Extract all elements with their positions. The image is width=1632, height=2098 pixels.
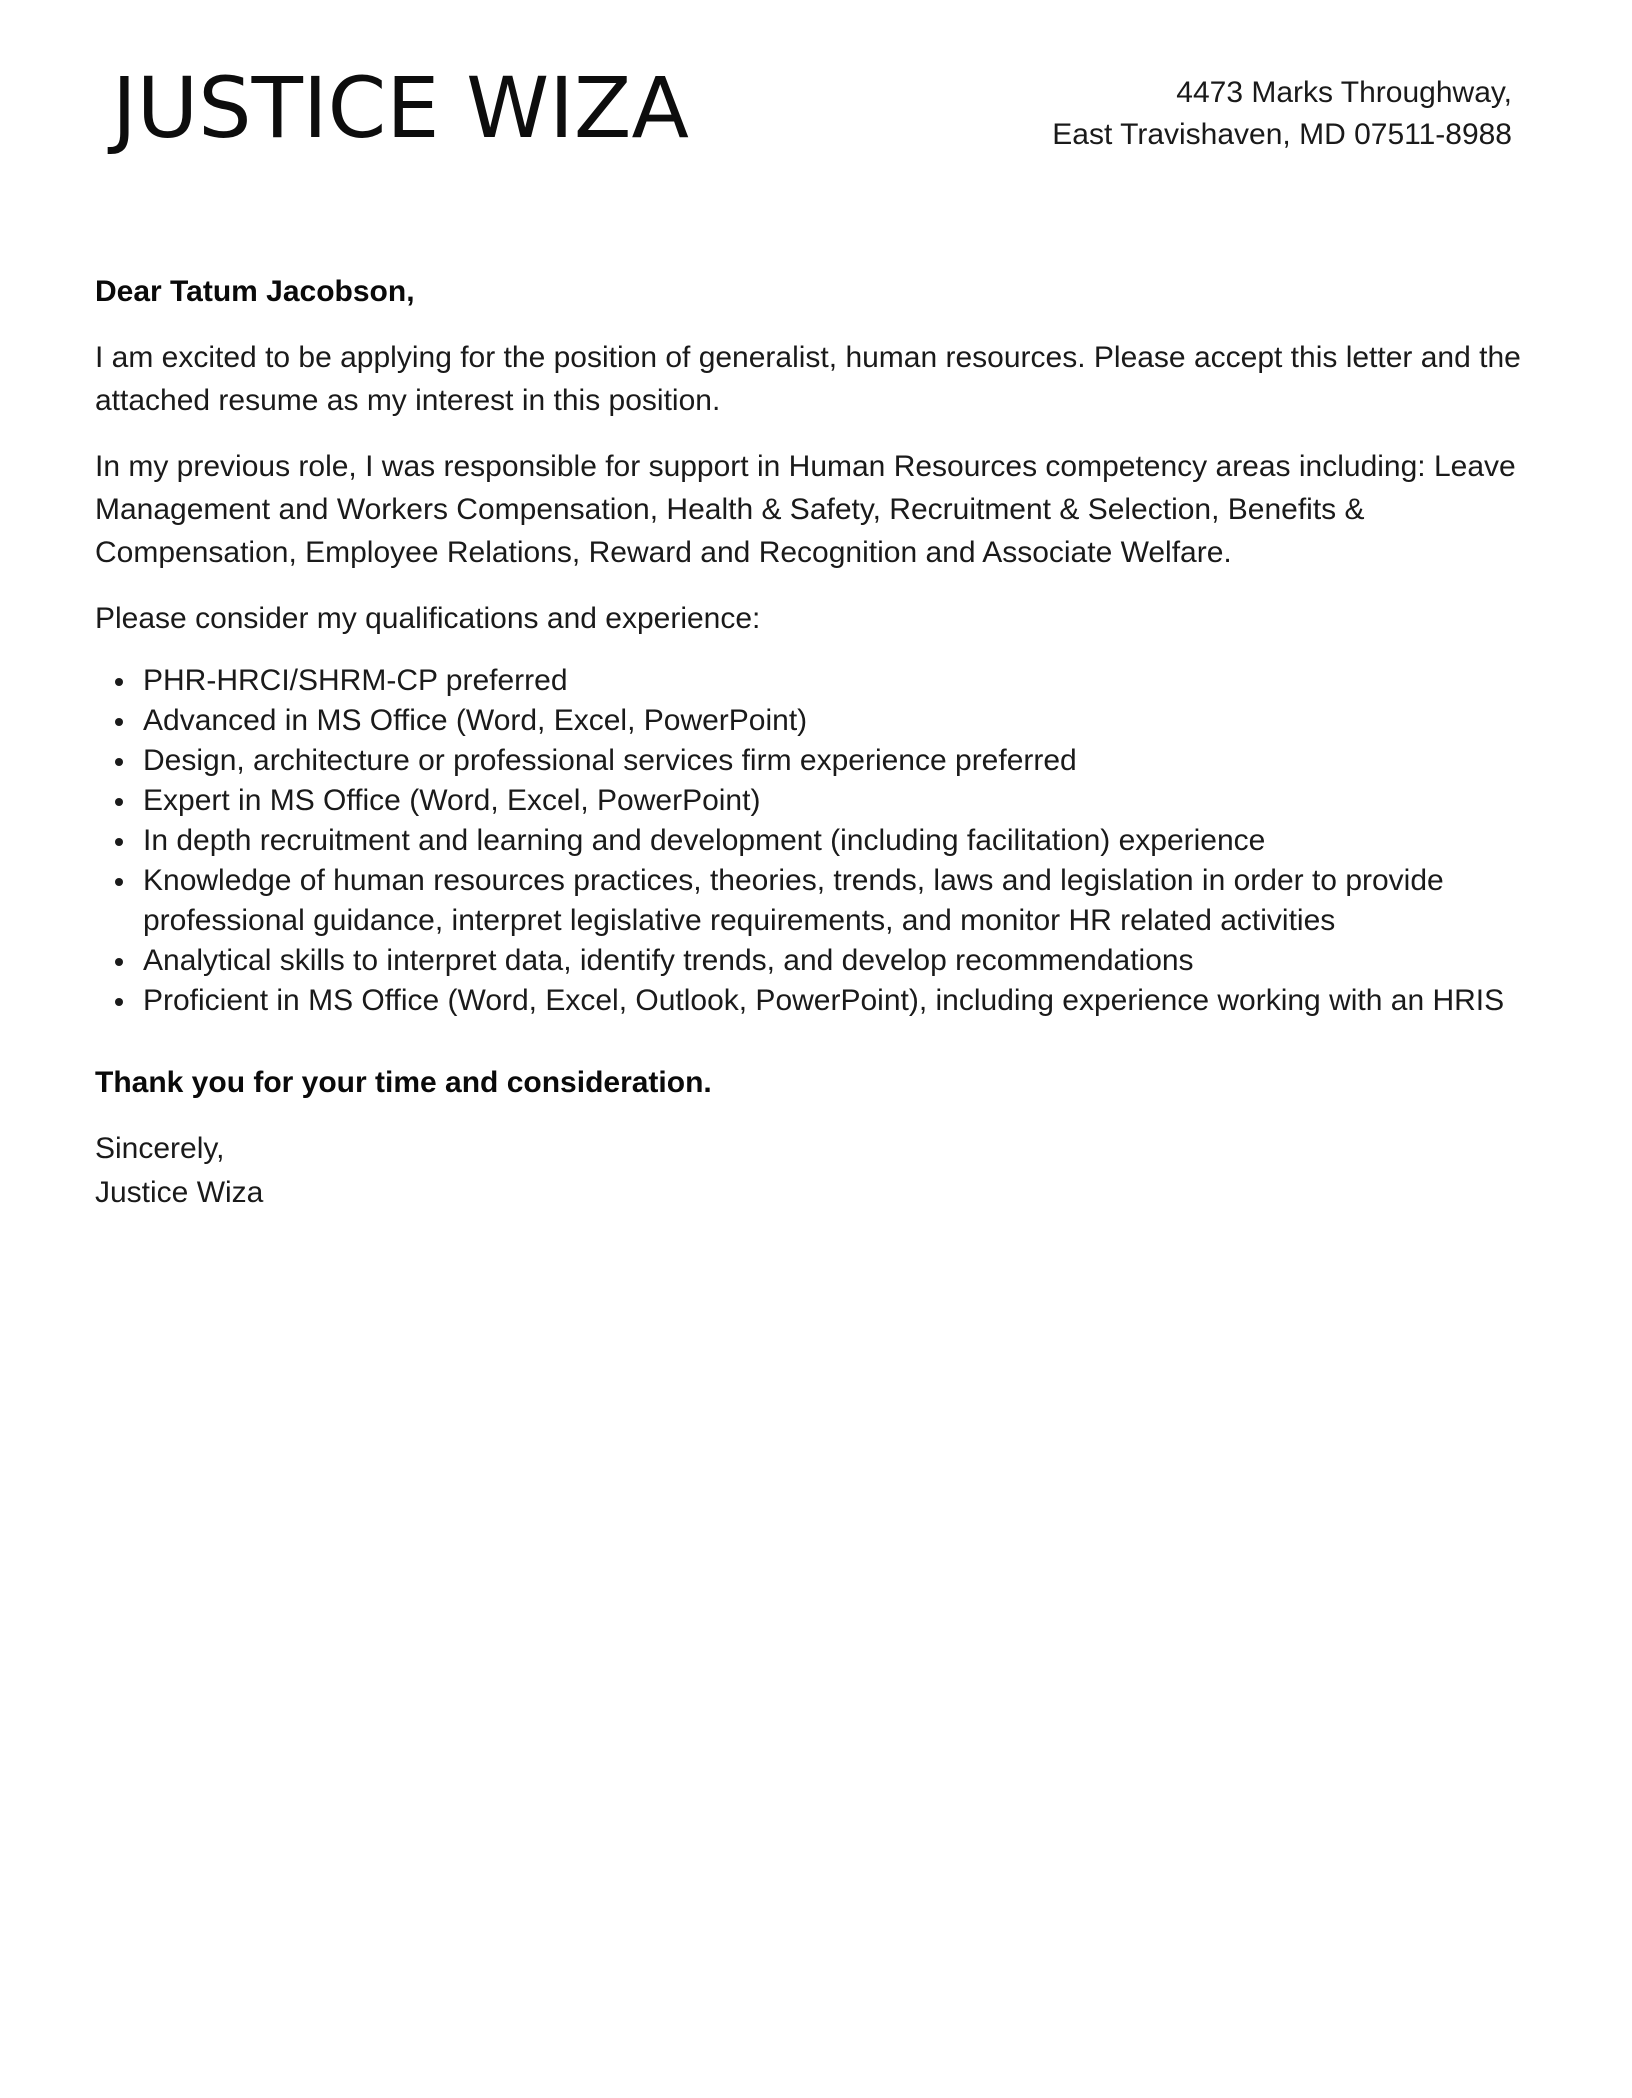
letter-body — [95, 270, 1545, 1215]
list-item: Advanced in MS Office (Word, Excel, PowerPoint) — [95, 701, 1545, 741]
list-item: Analytical skills to interpret data, identify trends, and develop recommendations — [95, 941, 1545, 981]
closing-line: Thank you for your time and consideration. — [95, 1066, 712, 1099]
list-item: Knowledge of human resources practices, theories, trends, laws and legislation in order to provide professional guidance, interpret legislative requirements, and monitor HR related activities — [95, 861, 1545, 941]
experience-paragraph: In my previous role, I was responsible for support in Human Resources competency areas including: Leave Management and Workers Compensation, Health & Safety, Recruitment & Selection, Benefits & Compensation, Employee Relations, Reward and Recognition and Associate Welfare. — [95, 450, 1516, 569]
address-line-2: East Travishaven, MD 07511-8988 — [1052, 118, 1512, 151]
intro-paragraph: I am excited to be applying for the position of generalist, human resources. Please accept this letter and the attached resume as my interest in this position. — [95, 341, 1521, 417]
signoff-block — [95, 1127, 1545, 1215]
list-item: In depth recruitment and learning and development (including facilitation) experience — [95, 821, 1545, 861]
list-item: Design, architecture or professional services firm experience preferred — [95, 741, 1545, 781]
list-item: Proficient in MS Office (Word, Excel, Outlook, PowerPoint), including experience working with an HRIS — [95, 981, 1545, 1021]
applicant-name: JUSTICE WIZA — [112, 59, 689, 157]
address-line-1: 4473 Marks Throughway, — [1176, 76, 1512, 109]
signature-name: Justice Wiza — [95, 1176, 264, 1209]
signoff: Sincerely, — [95, 1132, 225, 1165]
salutation: Dear Tatum Jacobson, — [95, 275, 415, 308]
qualifications-list — [95, 661, 1545, 1021]
list-item: PHR-HRCI/SHRM-CP preferred — [95, 661, 1545, 701]
address-block — [1052, 72, 1512, 156]
qualifications-intro: Please consider my qualifications and experience: — [95, 602, 761, 635]
list-item: Expert in MS Office (Word, Excel, PowerPoint) — [95, 781, 1545, 821]
